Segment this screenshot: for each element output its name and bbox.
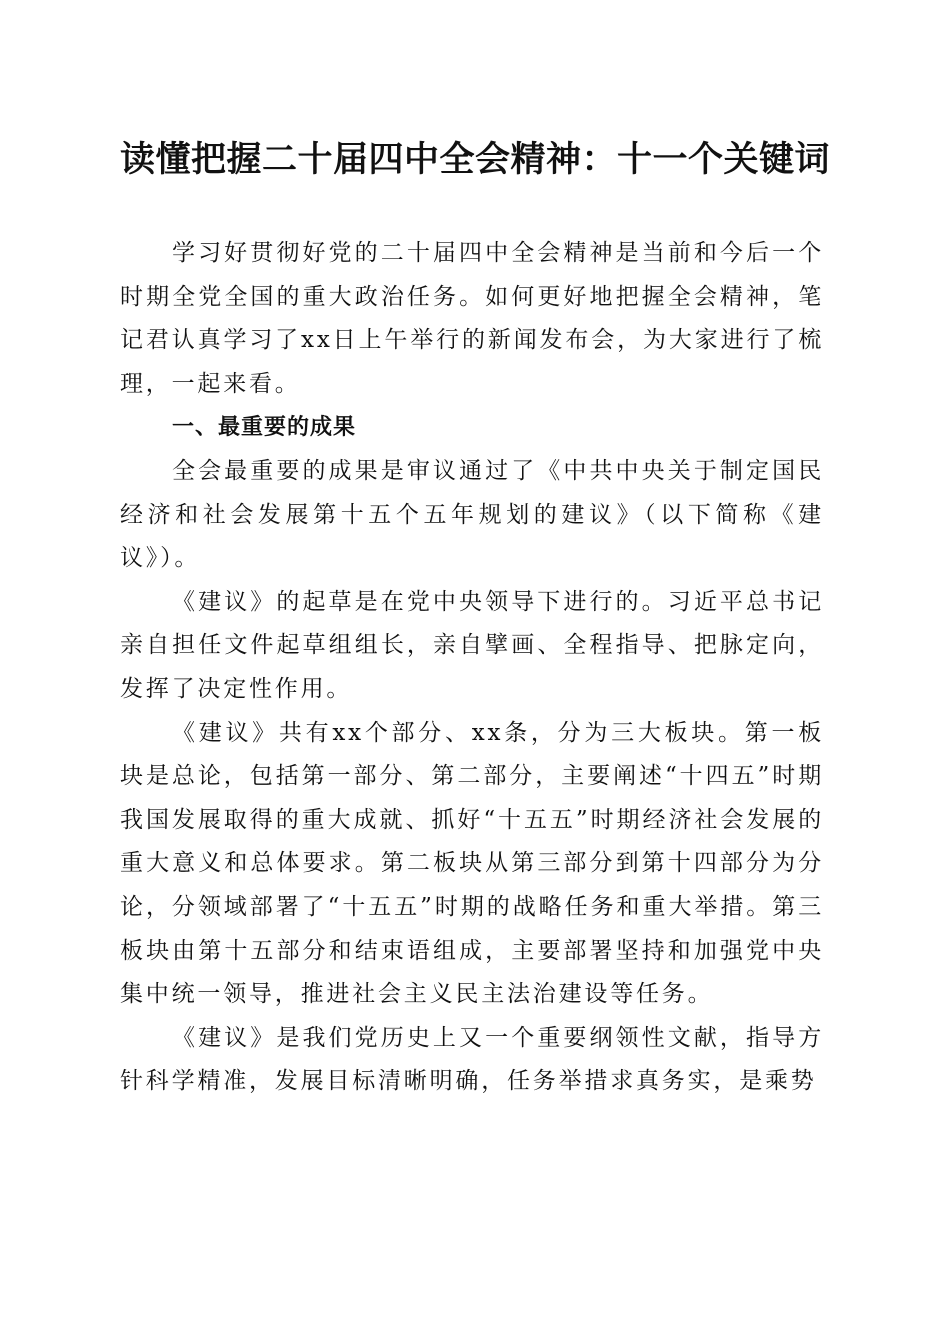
- section1-paragraph-1: 全会最重要的成果是审议通过了《中共中央关于制定国民经济和社会发展第十五个五年规划的建议》（以下简称《建议》）。: [120, 457, 824, 572]
- document-body: [120, 232, 824, 1104]
- section1-paragraph-4: 《建议》是我们党历史上又一个重要纲领性文献，指导方针科学精准，发展目标清晰明确，任务举措求真务实，是乘势: [120, 1024, 824, 1095]
- intro-paragraph: 学习好贯彻好党的二十届四中全会精神是当前和今后一个时期全党全国的重大政治任务。如何更好地把握全会精神，笔记君认真学习了xx日上午举行的新闻发布会，为大家进行了梳理，一起来看。: [120, 240, 824, 397]
- section-heading-1: 一、最重要的成果: [172, 415, 357, 441]
- section1-paragraph-2: 《建议》的起草是在党中央领导下进行的。习近平总书记亲自担任文件起草组组长，亲自擘画、全程指导、把脉定向，发挥了决定性作用。: [120, 588, 824, 702]
- section1-paragraph-3: 《建议》共有xx个部分、xx条，分为三大板块。第一板块是总论，包括第一部分、第二部分，主要阐述“十四五”时期我国发展取得的重大成就、抓好“十五五”时期经济社会发展的重大意义和总体要求。第二板块从第三部分到第十四部分为分论，分领域部署了“十五五”时期的战略任务和重大举措。第三板块由第十五部分和结束语组成，主要部署坚持和加强党中央集中统一领导，推进社会主义民主法治建设等任务。: [120, 719, 824, 1008]
- document-title: 读懂把握二十届四中全会精神：十一个关键词: [119, 140, 830, 180]
